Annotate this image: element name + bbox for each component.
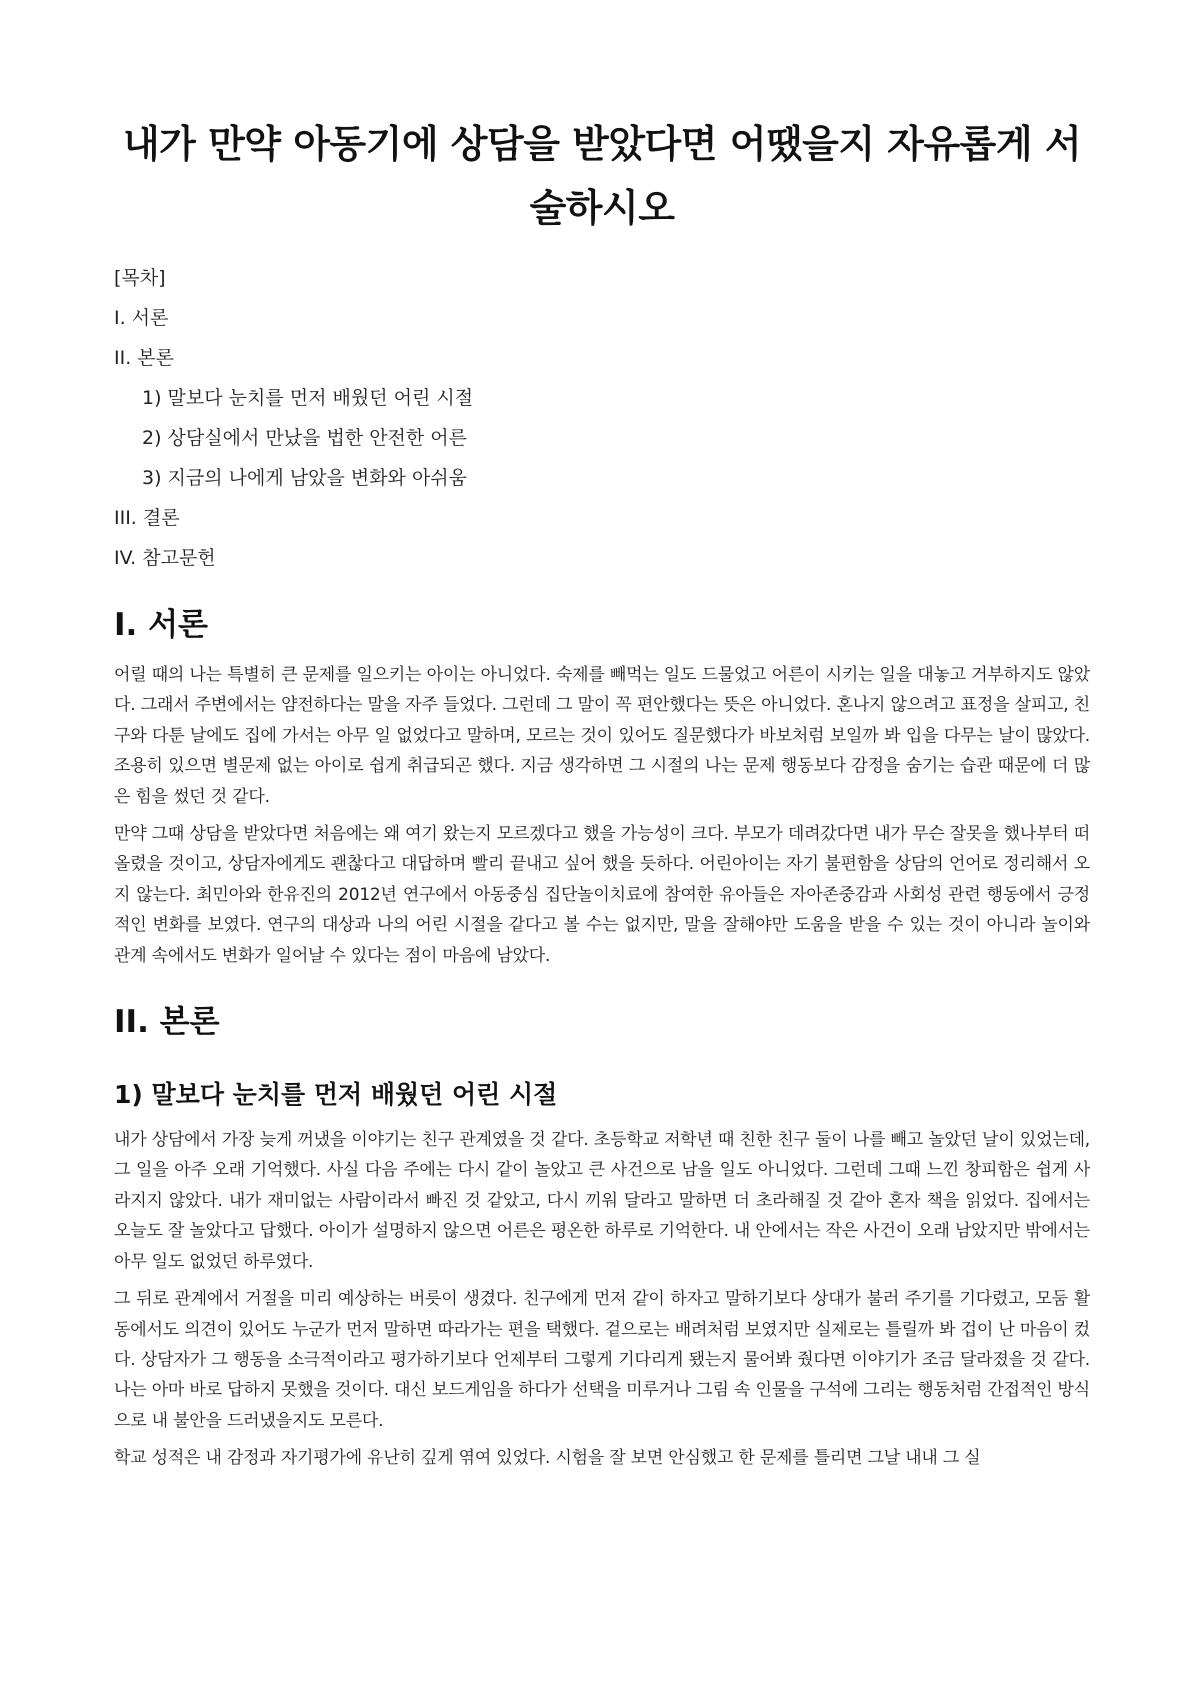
toc-item-body: II. 본론 (114, 347, 174, 369)
body-1-paragraph-2: 그 뒤로 관계에서 거절을 미리 예상하는 버릇이 생겼다. 친구에게 먼저 같이 하자고 말하기보다 상대가 불러 주기를 기다렸고, 모둠 활동에서도 의견이 있어도 누군가 먼저 말하면 따라가는 편을 택했다. 겉으로는 배려처럼 보였지만 실제로는 틀릴까 봐 겁이 난 마음이 컸다. 상담자가 그 행동을 소극적이라고 평가하기보다 언제부터 그렇게 기다리게 됐는지 물어봐 줬다면 이야기가 조금 달라졌을 것 같다. 나는 아마 바로 답하지 못했을 것이다. 대신 보드게임을 하다가 선택을 미루거나 그림 속 인물을 구석에 그리는 행동처럼 간접적인 방식으로 내 불안을 드러냈을지도 모른다. (114, 1289, 1090, 1431)
intro-paragraph-1: 어릴 때의 나는 특별히 큰 문제를 일으키는 아이는 아니었다. 숙제를 빼먹는 일도 드물었고 어른이 시키는 일을 대놓고 거부하지도 않았다. 그래서 주변에서는 얌전하다는 말을 자주 들었다. 그런데 그 말이 꼭 편안했다는 뜻은 아니었다. 혼나지 않으려고 표정을 살피고, 친구와 다툰 날에도 집에 가서는 아무 일 없었다고 말하며, 모르는 것이 있어도 질문했다가 바보처럼 보일까 봐 입을 다무는 날이 많았다. 조용히 있으면 별문제 없는 아이로 쉽게 취급되곤 했다. 지금 생각하면 그 시절의 나는 문제 행동보다 감정을 숨기는 습관 때문에 더 많은 힘을 썼던 것 같다. (114, 665, 1090, 807)
toc-item-body-2: 2) 상담실에서 만났을 법한 안전한 어른 (142, 427, 468, 449)
toc-item-body-1: 1) 말보다 눈치를 먼저 배웠던 어린 시절 (142, 387, 474, 409)
toc-heading: [목차] (114, 267, 166, 289)
toc-item-intro: I. 서론 (114, 307, 169, 329)
document-title: 내가 만약 아동기에 상담을 받았다면 어땠을지 자유롭게 서술하시오 (122, 122, 1082, 230)
toc-item-conclusion: III. 결론 (114, 507, 180, 529)
section-heading-intro: I. 서론 (114, 607, 208, 643)
body-1-paragraph-3: 학교 성적은 내 감정과 자기평가에 유난히 깊게 엮여 있었다. 시험을 잘 보면 안심했고 한 문제를 틀리면 그날 내내 그 실 (114, 1448, 981, 1469)
body-1-paragraph-1: 내가 상담에서 가장 늦게 꺼냈을 이야기는 친구 관계였을 것 같다. 초등학교 저학년 때 친한 친구 둘이 나를 빼고 놀았던 날이 있었는데, 그 일을 아주 오래 기억했다. 사실 다음 주에는 다시 같이 놀았고 큰 사건으로 남을 일도 아니었다. 그런데 그때 느낀 창피함은 쉽게 사라지지 않았다. 내가 재미없는 사람이라서 빠진 것 같았고, 다시 끼워 달라고 말하면 더 초라해질 것 같아 혼자 책을 읽었다. 집에서는 오늘도 잘 놀았다고 답했다. 아이가 설명하지 않으면 어른은 평온한 하루로 기억한다. 내 안에서는 작은 사건이 오래 남았지만 밖에서는 아무 일도 없었던 하루였다. (114, 1130, 1090, 1272)
subsection-heading-1: 1) 말보다 눈치를 먼저 배웠던 어린 시절 (114, 1080, 558, 1110)
table-of-contents (114, 258, 1090, 578)
section-heading-body: II. 본론 (114, 1004, 220, 1041)
intro-paragraph-2: 만약 그때 상담을 받았다면 처음에는 왜 여기 왔는지 모르겠다고 했을 가능성이 크다. 부모가 데려갔다면 내가 무슨 잘못을 했나부터 떠올렸을 것이고, 상담자에게도 괜찮다고 대답하며 빨리 끝내고 싶어 했을 듯하다. 어린아이는 자기 불편함을 상담의 언어로 정리해서 오지 않는다. 최민아와 한유진의 2012년 연구에서 아동중심 집단놀이치료에 참여한 유아들은 자아존중감과 사회성 관련 행동에서 긍정적인 변화를 보였다. 연구의 대상과 나의 어린 시절을 같다고 볼 수는 없지만, 말을 잘해야만 도움을 받을 수 있는 것이 아니라 놀이와 관계 속에서도 변화가 일어날 수 있다는 점이 마음에 남았다. (114, 824, 1090, 966)
toc-item-references: IV. 참고문헌 (114, 547, 216, 569)
toc-item-body-3: 3) 지금의 나에게 남았을 변화와 아쉬움 (142, 467, 468, 489)
